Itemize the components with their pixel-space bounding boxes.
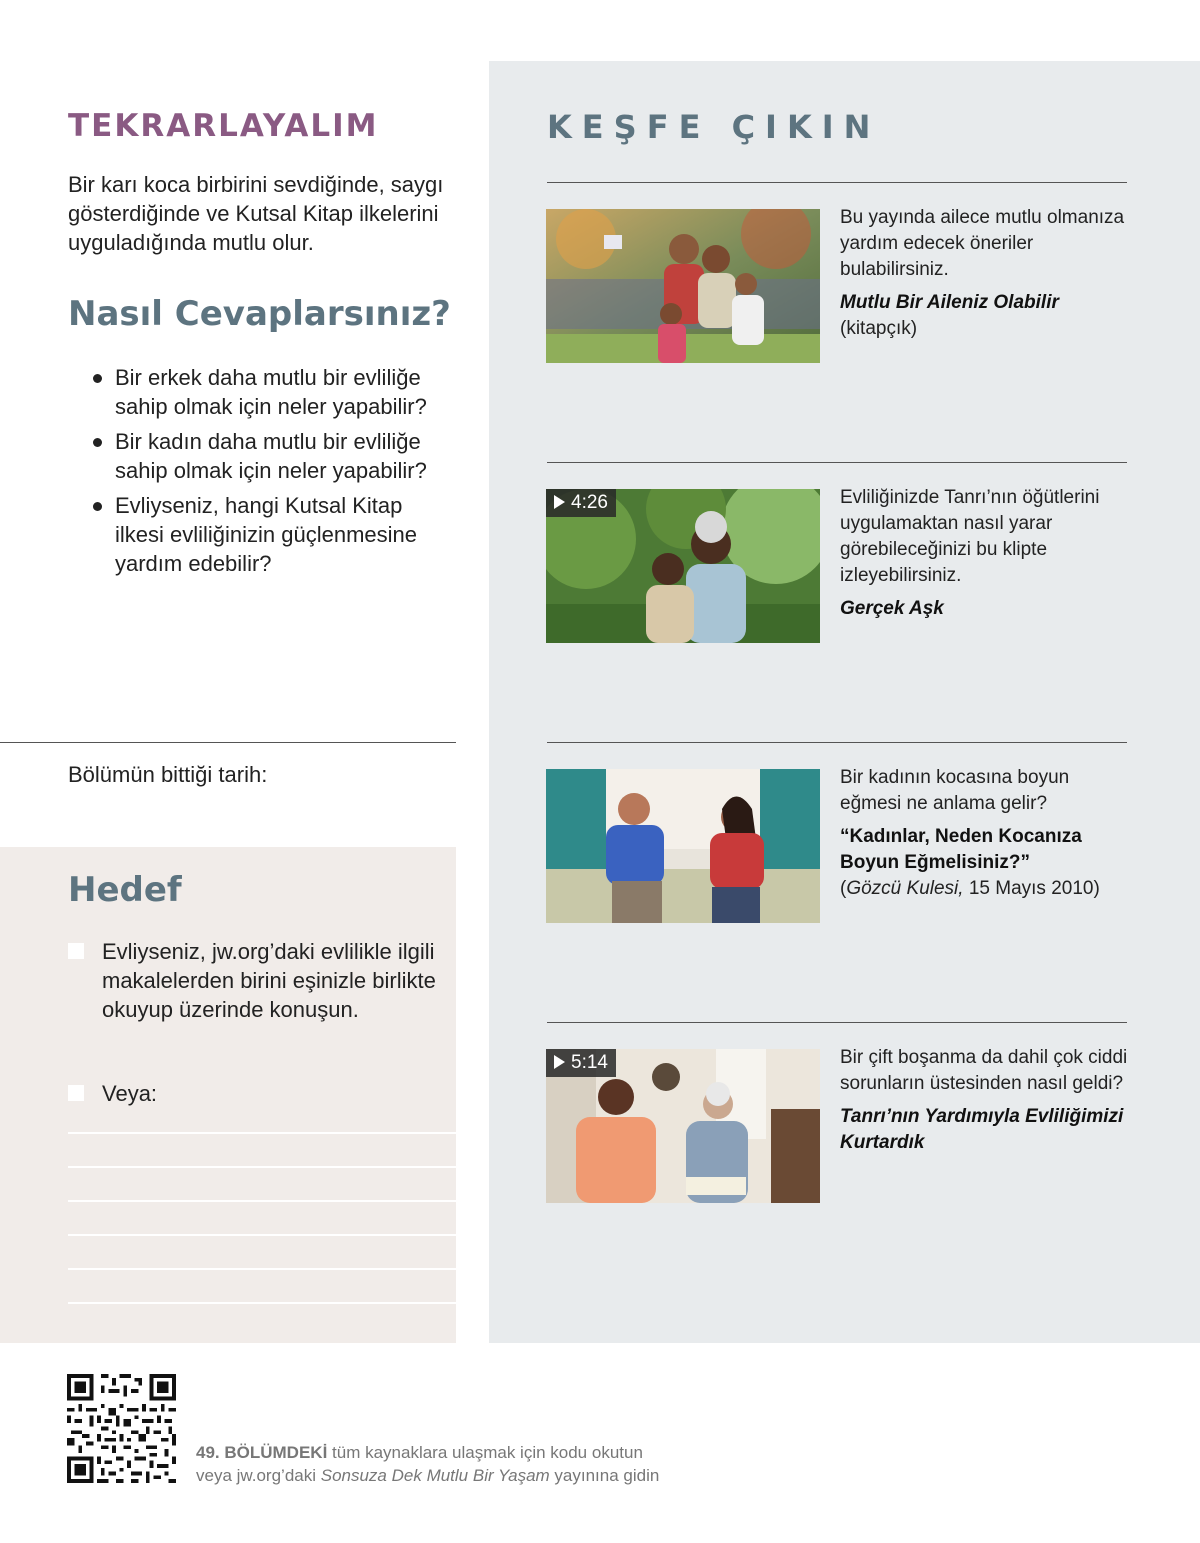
answer-title: Nasıl Cevaplarsınız?: [68, 294, 451, 334]
writing-line[interactable]: [68, 1200, 456, 1202]
video-thumbnail[interactable]: [546, 1049, 820, 1203]
writing-line[interactable]: [68, 1268, 456, 1270]
divider: [0, 742, 456, 743]
explore-description: Bu yayında ailece mutlu olmanıza yardım edecek öneriler bulabilirsiniz.: [840, 207, 1125, 280]
explore-item-text: [840, 765, 1130, 902]
explore-description: Bir çift boşanma da dahil çok ciddi sorunların üstesinden nasıl geldi?: [840, 1047, 1128, 1094]
publication-type: (kitapçık): [840, 318, 918, 339]
question-item: Evliyseniz, hangi Kutsal Kitap ilkesi evliliğinizin güçlenmesine yardım edebilir?: [90, 491, 456, 578]
explore-item-text: [840, 205, 1130, 342]
explore-item-text: [840, 1045, 1130, 1156]
article-link[interactable]: “Kadınlar, Neden Kocanıza Boyun Eğmelisiniz?”: [840, 826, 1082, 873]
completion-date-label: Bölümün bittiği tarih:: [68, 762, 268, 787]
play-icon: [554, 1055, 565, 1069]
family-selfie-photo: [546, 209, 820, 363]
explore-description: Evliliğinizde Tanrı’nın öğütlerini uygulamaktan nasıl yarar görebileceğinizi bu klipte izleyebilirsiniz.: [840, 487, 1100, 586]
article-source: (Gözcü Kulesi, 15 Mayıs 2010): [840, 878, 1100, 899]
divider: [547, 742, 1127, 743]
video-link[interactable]: Gerçek Aşk: [840, 598, 944, 619]
goal-item-label: Evliyseniz, jw.org’daki evlilikle ilgili makalelerden birini eşinizle birlikte okuyup üzerinde konuşun.: [102, 939, 436, 1022]
recap-body: Bir karı koca birbirini sevdiğinde, saygı gösterdiğinde ve Kutsal Kitap ilkelerini uyguladığında mutlu olur.: [68, 172, 444, 255]
footer-line-2: veya jw.org’daki Sonsuza Dek Mutlu Bir Yaşam yayınına gidin: [196, 1466, 660, 1485]
publication-link[interactable]: Mutlu Bir Aileniz Olabilir: [840, 292, 1059, 313]
goal-checkbox-item[interactable]: [68, 1079, 448, 1108]
writing-line[interactable]: [68, 1166, 456, 1168]
goal-checkbox-item[interactable]: [68, 937, 448, 1024]
question-list: [90, 363, 456, 584]
article-thumbnail[interactable]: [546, 769, 820, 923]
goal-title: Hedef: [68, 870, 182, 910]
family-selfie-thumbnail[interactable]: [546, 209, 820, 363]
couple-talking-on-sofa-photo: [546, 769, 820, 923]
video-duration-badge: 4:26: [546, 489, 616, 517]
divider: [547, 462, 1127, 463]
explore-item-text: [840, 485, 1130, 622]
divider: [547, 182, 1127, 183]
checkbox[interactable]: [68, 943, 84, 959]
goal-item-label: Veya:: [102, 1081, 158, 1106]
video-link[interactable]: Tanrı’nın Yardımıyla Evliliğimizi Kurtardık: [840, 1106, 1124, 1153]
question-item: Bir erkek daha mutlu bir evliliğe sahip olmak için neler yapabilir?: [90, 363, 456, 421]
bullet-icon: [93, 502, 102, 511]
explore-title: KEŞFE ÇIKIN: [547, 108, 881, 146]
video-duration-badge: 5:14: [546, 1049, 616, 1077]
qr-code-icon[interactable]: [67, 1374, 176, 1483]
publication-link[interactable]: Sonsuza Dek Mutlu Bir Yaşam: [320, 1466, 550, 1485]
writing-line[interactable]: [68, 1132, 456, 1134]
writing-line[interactable]: [68, 1234, 456, 1236]
play-icon: [554, 495, 565, 509]
divider: [547, 1022, 1127, 1023]
footer-line-1: 49. BÖLÜMDEKİ tüm kaynaklara ulaşmak için kodu okutun: [196, 1443, 643, 1462]
question-item: Bir kadın daha mutlu bir evliliğe sahip olmak için neler yapabilir?: [90, 427, 456, 485]
explore-description: Bir kadının kocasına boyun eğmesi ne anlama gelir?: [840, 767, 1070, 814]
checkbox[interactable]: [68, 1085, 84, 1101]
bullet-icon: [93, 438, 102, 447]
recap-title: TEKRARLAYALIM: [68, 108, 379, 144]
video-thumbnail[interactable]: [546, 489, 820, 643]
bullet-icon: [93, 374, 102, 383]
footer-note: [196, 1441, 796, 1487]
writing-line[interactable]: [68, 1302, 456, 1304]
